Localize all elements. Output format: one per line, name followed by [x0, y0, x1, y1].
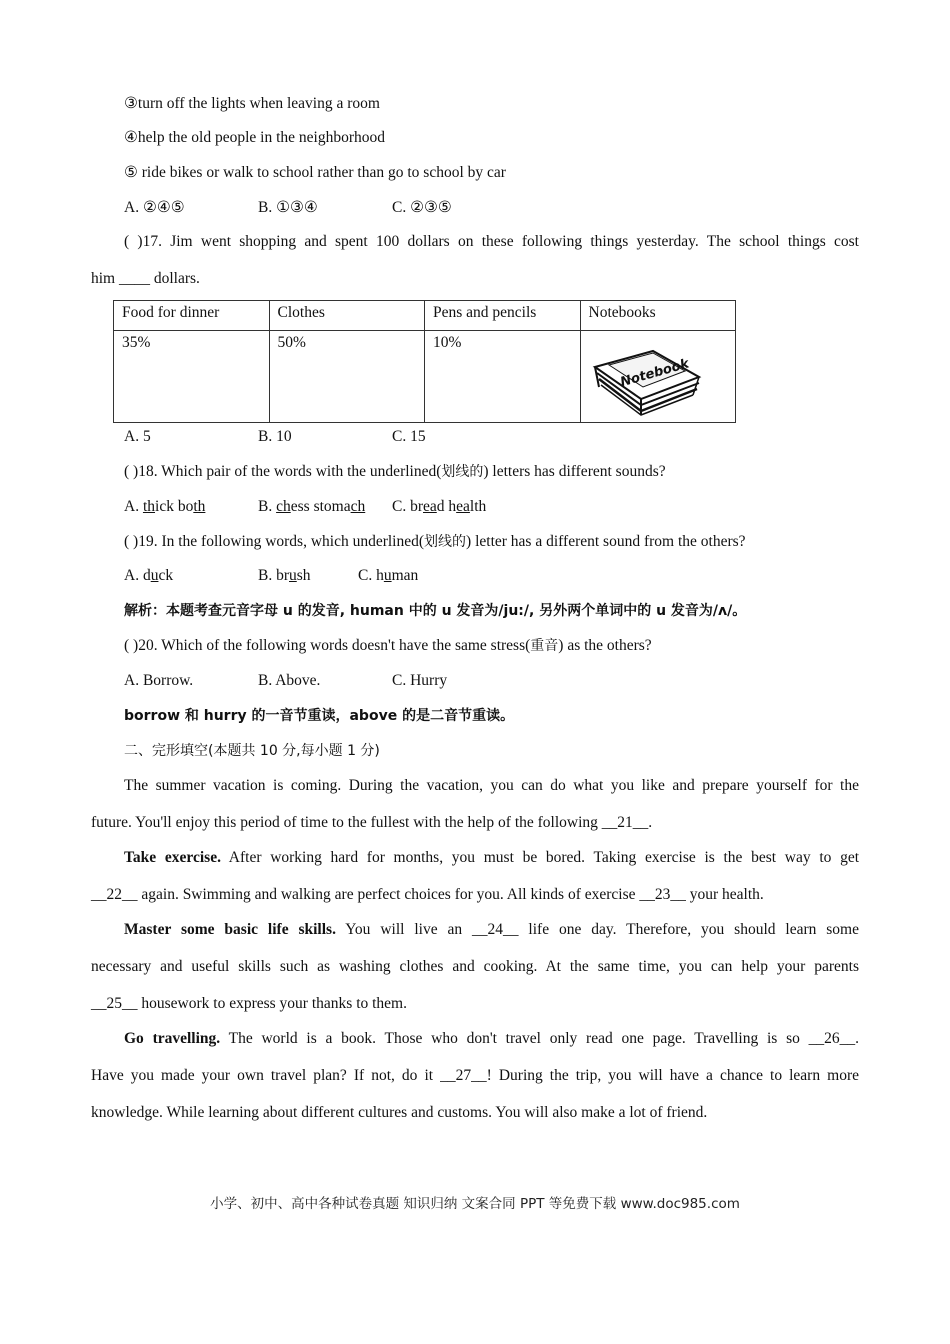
list-item-4: ④help the old people in the neighborhood [124, 129, 385, 146]
notebook-label: Notebook [618, 356, 691, 391]
q18-question: ( )18. Which pair of the words with the underlined(划线的) letters has different sounds? [124, 463, 666, 480]
q19-option-a: A. duck [124, 567, 174, 584]
cloze-paragraph-3-line3: __25__ housework to express your thanks to them. [91, 995, 407, 1012]
q19-option-b: B. brush [258, 567, 311, 584]
cloze-paragraph-2-line2: __22__ again. Swimming and walking are perfect choices for you. All kinds of exercise __23__ your health. [91, 886, 764, 903]
table-header-cell: Pens and pencils [425, 301, 581, 331]
table-cell: 10% [425, 331, 581, 423]
section-heading: 二、完形填空(本题共 10 分,每小题 1 分) [124, 743, 380, 759]
table-header-cell: Notebooks [580, 301, 736, 331]
cloze-paragraph-2-line1: Take exercise. After working hard for months, you must be bored. Taking exercise is the best way to get [124, 849, 860, 866]
q17-question-line1: ( )17. Jim went shopping and spent 100 dollars on these following things yesterday. The school things cost [124, 233, 859, 250]
q17-option-c: C. 15 [392, 428, 426, 445]
q19-analysis: 解析：本题考查元音字母 u 的发音, human 中的 u 发音为/ju:/, 另外两个单词中的 u 发音为/ʌ/。 [124, 603, 747, 619]
q18-option-a: A. thick both [124, 498, 206, 515]
q18-option-b: B. chess stomach [258, 498, 366, 515]
table-header-cell: Clothes [269, 301, 425, 331]
q20-note: borrow 和 hurry 的一音节重读，above 的是二音节重读。 [124, 708, 515, 724]
notebook-icon [589, 337, 705, 417]
table-row [114, 331, 736, 423]
cloze-paragraph-3-line2: necessary and useful skills such as washing clothes and cooking. At the same time, you can help your parents [91, 958, 859, 975]
q20-option-b: B. Above. [258, 672, 321, 689]
cloze-paragraph-1-line2: future. You'll enjoy this period of time to the fullest with the help of the following __21__. [91, 814, 653, 831]
cloze-paragraph-4-line3: knowledge. While learning about different cultures and customs. You will also make a lot of friend. [91, 1104, 708, 1121]
q17-option-b: B. 10 [258, 428, 292, 445]
q17-option-a: A. 5 [124, 428, 151, 445]
q16-option-b: B. ①③④ [258, 199, 318, 216]
cloze-paragraph-4-line2: Have you made your own travel plan? If not, do it __27__! During the trip, you will have a chance to learn more [91, 1067, 859, 1084]
list-item-5: ⑤ ride bikes or walk to school rather than go to school by car [124, 164, 506, 181]
q19-question: ( )19. In the following words, which underlined(划线的) letter has a different sound from the others? [124, 533, 746, 550]
table-header-cell: Food for dinner [114, 301, 270, 331]
table-cell: 35% [114, 331, 270, 423]
q16-option-c: C. ②③⑤ [392, 199, 452, 216]
q17-spending-table [113, 300, 736, 423]
cloze-paragraph-1-line1: The summer vacation is coming. During the vacation, you can do what you like and prepare yourself for the [124, 777, 859, 794]
q20-option-c: C. Hurry [392, 672, 448, 689]
page-footer: 小学、初中、高中各种试卷真题 知识归纳 文案合同 PPT 等免费下载 www.doc985.com [210, 1196, 740, 1212]
q19-option-c: C. human [358, 567, 419, 584]
list-item-3: ③turn off the lights when leaving a room [124, 95, 380, 112]
table-cell: 50% [269, 331, 425, 423]
q18-option-c: C. bread health [392, 498, 487, 515]
q20-option-a: A. Borrow. [124, 672, 194, 689]
notebook-image-cell [580, 331, 736, 423]
q20-question: ( )20. Which of the following words doesn't have the same stress(重音) as the others? [124, 637, 652, 654]
table-header-row [114, 301, 736, 331]
q17-question-line2: him ____ dollars. [91, 270, 200, 287]
q16-option-a: A. ②④⑤ [124, 199, 185, 216]
cloze-paragraph-3-line1: Master some basic life skills. You will live an __24__ life one day. Therefore, you should learn some [124, 921, 859, 938]
cloze-paragraph-4-line1: Go travelling. The world is a book. Those who don't travel only read one page. Travelling is so __26__. [124, 1030, 859, 1047]
